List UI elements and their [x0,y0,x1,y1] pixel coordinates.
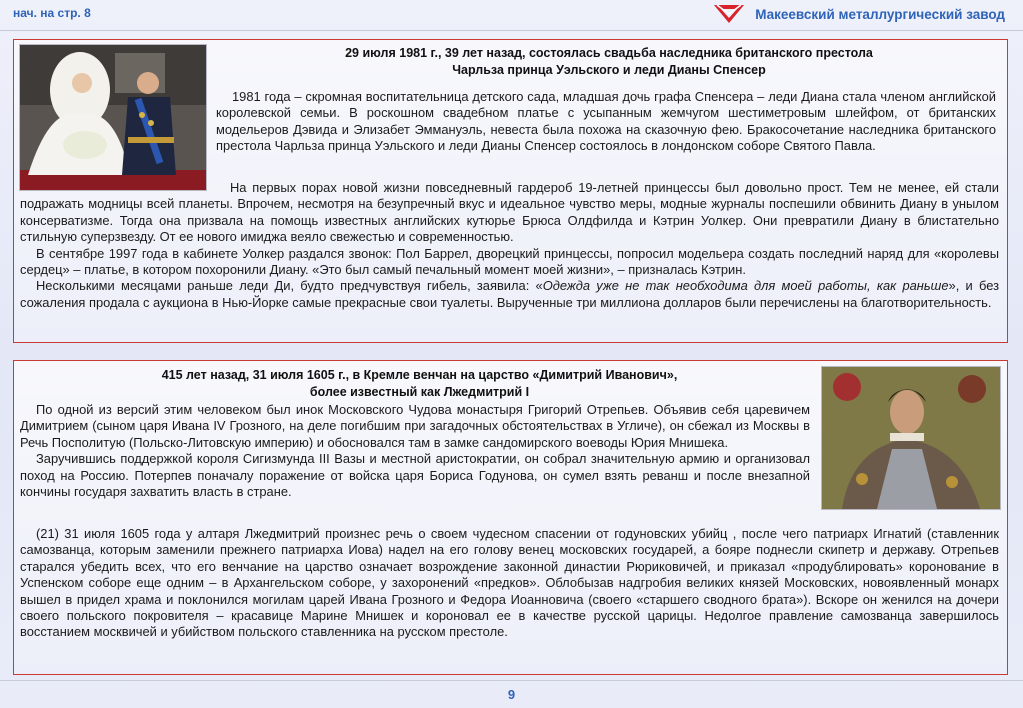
article-false-dmitry [13,360,1008,675]
company-logo-icon [712,3,746,25]
article-text-main [20,526,999,641]
paragraph-text: », и без сожаления продала с аукциона в Нью-Йорке самые прекрасные свои туалеты. Вырученные три миллиона долларов были перечислены на благотворительность. [20,278,999,310]
continued-from-link[interactable]: нач. на стр. 8 [13,6,91,20]
paragraph: На первых порах новой жизни повседневный гардероб 19-летней принцессы был довольно прост. Тем не менее, ей стали подражать модницы всей планеты. Впрочем, несмотря на безупречный вкус и идеальное чувство меры, модные журналы поспешили обвинить Диану в унылом консерватизме. Тогда она призвала на помощь известных английских кутюрье Брюса Олдфилда и Кэтрин Уолкер. Они превратили Диану в блистательно стильную суперзвезду. От ее нового имиджа веяло свежестью и современностью. [20,180,999,245]
title-line-1: 415 лет назад, 31 июля 1605 г., в Кремле венчан на царство «Димитрий Иванович», [161,368,678,382]
article-title [22,367,817,401]
wedding-photo-icon [19,44,207,191]
page-header [0,0,1023,30]
title-line-2: более известный как Лжедмитрий I [309,385,530,399]
paragraph: В сентябре 1997 года в кабинете Уолкер раздался звонок: Пол Баррел, дворецкий принцессы, попросил модельера создать последний наряд для «королевы сердец» – платье, в котором похоронили Диану. «Это был самый печальный момент моей жизни», – призналась Кэтрин. [20,245,999,278]
article-text-top [20,402,810,500]
paragraph-text: Несколькими месяцами раньше леди Ди, будто предчувствуя гибель, заявила: « [36,278,543,294]
paragraph [20,278,999,311]
diana-quote: Одежда уже не так необходима для моей работы, как раньше [542,278,949,294]
paragraph: 1981 года – скромная воспитательница детского сада, младшая дочь графа Спенсера – леди Диана стала членом английской королевской семьи. В роскошном свадебном платье с усыпанным жемчугом шестиметровым шлейфом, от британских модельеров Дэвида и Элизабет Эммануэль, невеста была похожа на сказочную фею. Бракосочетание наследника британского престола Чарльза принца Уэльского и леди Дианы Спенсер состоялось в лондонском соборе Святого Павла. [216,89,996,154]
portrait-painting-icon [821,366,1001,510]
article-title [214,45,1004,79]
company-name: Макеевский металлургический завод [755,6,1005,22]
paragraph: Заручившись поддержкой короля Сигизмунда III Вазы и местной аристократии, он собрал значительную армию и организовал поход на Россию. Потерпев поначалу поражение от войска царя Бориса Годунова, он сумел взять реванш и после внезапной кончины государя захватить власть в стране. [20,451,810,500]
title-line-2: Чарльза принца Уэльского и леди Дианы Спенсер [452,63,766,77]
article-text-top [216,89,996,155]
paragraph: (21) 31 июля 1605 года у алтаря Лжедмитрий произнес речь о своем чудесном спасении от годуновских убийц , после чего патриарх Игнатий (ставленник самозванца, которым заменили прежнего патриарха Иова) надел на его голову венец московских государей, а бояре поднесли скипетр и державу. Отрепьев старался убедить всех, что его венчание на царство означает возрождение законной династии Рюриковичей, и приказал «продублировать» коронование в Успенском соборе еще одним – в Архангельском соборе, у захоронений «предков». Облобызав надгробия великих князей Московских, новоявленный монарх вышел в придел храма и поклонился могилам царей Ивана Грозного и Федора Иоанновича (своего «старшего сводного брата»). Вскоре он женился на дочери своего польского покровителя – красавице Марине Мнишек и короновал ее в качестве русской царицы. Недолгое правление самозванца завершилось восстанием москвичей и убийством польского ставленника на русском престоле. [20,526,999,640]
title-line-1: 29 июля 1981 г., 39 лет назад, состоялась свадьба наследника британского престола [345,46,873,60]
header-divider [0,30,1023,31]
article-diana-wedding [13,39,1008,343]
page-number: 9 [507,687,516,702]
footer-divider [0,680,1023,681]
company-brand [712,3,1005,25]
article-text-main [20,180,999,311]
paragraph: По одной из версий этим человеком был инок Московского Чудова монастыря Григорий Отрепьев. Объявив себя царевичем Димитрием (сыном царя Ивана IV Грозного, на деле погибшим при загадочных обстоятельствах в Угличе), он сбежал из Москвы в Речь Посполитую (Польско-Литовскую империю) и обосновался там в замке сандомирского воеводы Юрия Мнишека. [20,402,810,450]
